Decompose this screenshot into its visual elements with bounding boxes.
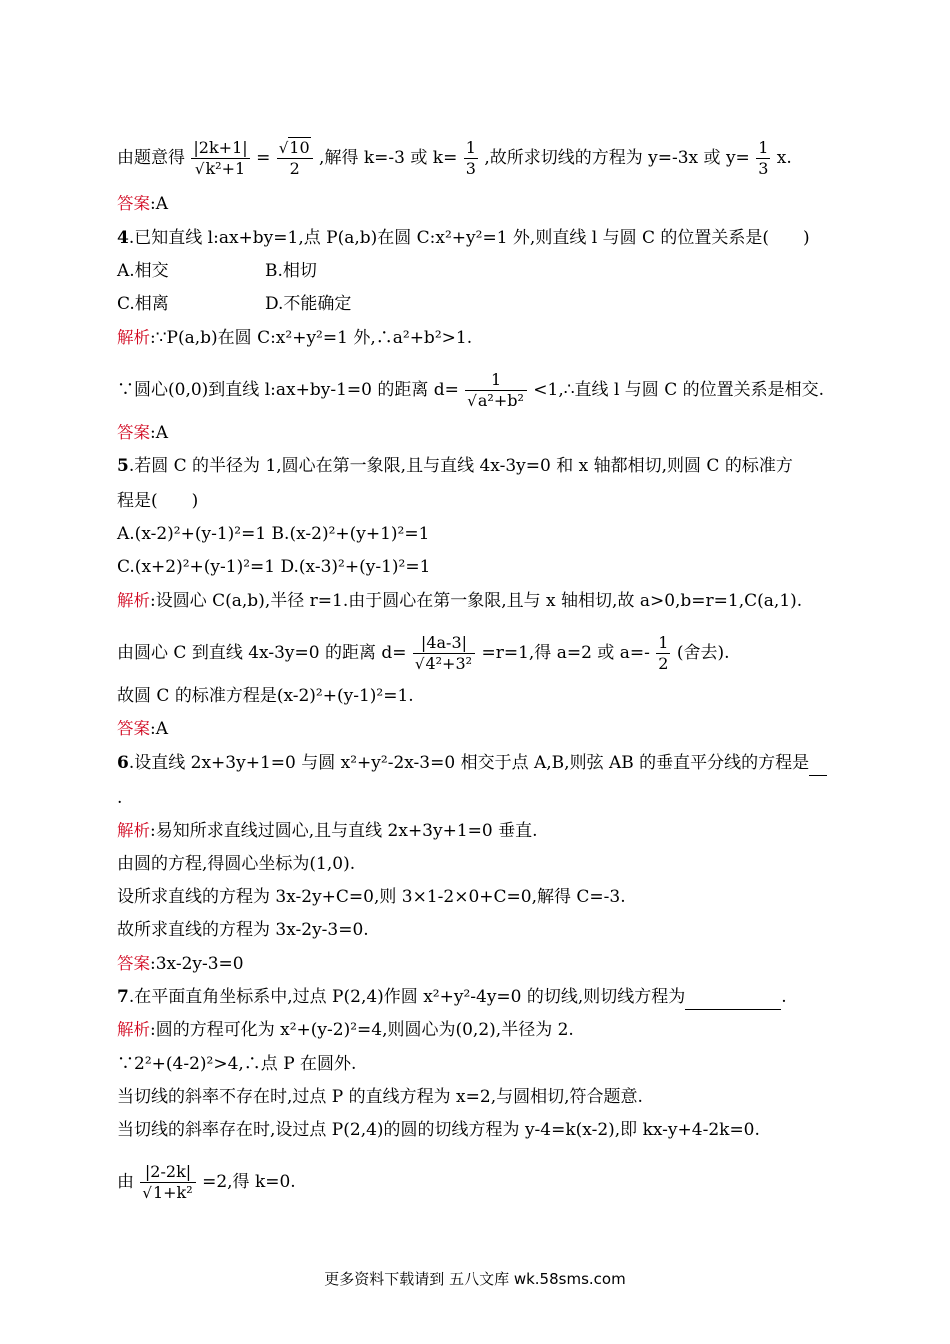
options-row (117, 292, 351, 316)
fraction (464, 138, 478, 179)
text: <1,∴直线 l 与圆 C 的位置关系是相交. (533, 380, 825, 400)
line-28 (117, 1118, 760, 1142)
text: (舍去). (676, 643, 730, 663)
question-5-cont (117, 489, 198, 513)
option-d: D.不能确定 (265, 294, 352, 314)
question-text: .在平面直角坐标系中,过点 P(2,4)作圆 x²+y²-4y=0 的切线,则切线方程为 (128, 987, 686, 1007)
text: 当切线的斜率不存在时,过点 P 的直线方程为 x=2,与圆相切,符合题意. (117, 1087, 643, 1107)
options-ab: A.(x-2)²+(y-1)²=1 B.(x-2)²+(y+1)²=1 (117, 524, 430, 544)
text: 由题意得 (117, 148, 185, 168)
text: ,故所求切线的方程为 y=-3x 或 y= (484, 148, 750, 168)
text: ,解得 k=-3 或 k= (319, 148, 458, 168)
line-20 (117, 852, 355, 876)
line-27 (117, 1085, 643, 1109)
line-29 (117, 1162, 296, 1203)
question-6-cont (117, 786, 122, 810)
text: = (256, 148, 271, 168)
text: 由圆的方程,得圆心坐标为(1,0). (117, 854, 356, 874)
denominator: 3 (758, 159, 769, 178)
numerator: √10 (277, 138, 313, 159)
answer-text: :A (150, 194, 169, 214)
line-14 (117, 633, 730, 674)
question-text: .设直线 2x+3y+1=0 与圆 x²+y²-2x-3=0 相交于点 A,B,则弦 AB 的垂直平分线的方程是 (128, 753, 810, 773)
numerator: 1 (758, 138, 769, 157)
answer-blank (809, 751, 827, 776)
line-01 (117, 138, 792, 179)
radicand: 4²+3² (425, 654, 473, 673)
question-number: 4 (117, 228, 129, 248)
numerator: |2-2k| (140, 1162, 195, 1183)
numerator: |4a-3| (413, 633, 475, 654)
text: x. (776, 148, 792, 168)
question-number: 6 (117, 753, 129, 773)
footer-note: 更多资料下载请到 五八文库 wk.58sms.com (324, 1270, 626, 1288)
question-text: .已知直线 l:ax+by=1,点 P(a,b)在圆 C:x²+y²=1 外,则直线 l 与圆 C 的位置关系是( ) (128, 228, 810, 248)
question-5 (117, 454, 793, 478)
answer-text: :A (150, 423, 169, 443)
answer-blank (685, 985, 781, 1010)
numerator: 1 (465, 370, 527, 391)
denominator: 2 (289, 159, 300, 178)
answer-tag: 答案 (117, 719, 150, 738)
answer-text: :3x-2y-3=0 (150, 954, 244, 974)
radicand: k²+1 (205, 159, 246, 178)
line-15 (117, 684, 414, 708)
text: 当切线的斜率存在时,设过点 P(2,4)的圆的切线方程为 y-4=k(x-2),即 kx-y+4-2k=0. (117, 1120, 760, 1140)
answer-tag: 答案 (117, 423, 150, 442)
answer-text: :A (150, 719, 169, 739)
option-a: A.相交 (117, 261, 169, 281)
text: 由圆心 C 到直线 4x-3y=0 的距离 d= (117, 643, 407, 663)
line-22 (117, 918, 369, 942)
question-number: 5 (117, 456, 129, 476)
line-26 (117, 1052, 356, 1076)
option-c: C.相离 (117, 294, 169, 314)
answer-tag: 答案 (117, 954, 150, 973)
options-row (117, 259, 317, 283)
fraction (413, 633, 475, 674)
question-number: 7 (117, 987, 129, 1007)
option-b: B.相切 (265, 261, 317, 281)
denominator: √k²+1 (194, 159, 246, 178)
question-text: .若圆 C 的半径为 1,圆心在第一象限,且与直线 4x-3y=0 和 x 轴都相切,则圆 C 的标准方 (128, 456, 793, 476)
answer-line (117, 717, 168, 741)
radicand: a²+b² (477, 391, 524, 410)
denominator: √1+k² (142, 1183, 193, 1202)
analysis-line (117, 326, 472, 350)
fraction (277, 138, 313, 179)
denominator: √4²+3² (414, 654, 473, 673)
text: 设所求直线的方程为 3x-2y+C=0,则 3×1-2×0+C=0,解得 C=-3. (117, 887, 626, 907)
text: 故圆 C 的标准方程是(x-2)²+(y-1)²=1. (117, 686, 414, 706)
denominator: 2 (658, 654, 669, 673)
fraction (140, 1162, 195, 1203)
options-cd: C.(x+2)²+(y-1)²=1 D.(x-3)²+(y-1)²=1 (117, 557, 431, 577)
analysis-line (117, 819, 538, 843)
answer-line (117, 192, 168, 216)
analysis-text: :易知所求直线过圆心,且与直线 2x+3y+1=0 垂直. (150, 821, 538, 841)
radicand: 1+k² (152, 1183, 193, 1202)
options-row (117, 555, 430, 579)
analysis-tag: 解析 (117, 821, 150, 840)
text: =2,得 k=0. (202, 1172, 296, 1192)
answer-line (117, 952, 244, 976)
text: . (117, 788, 123, 808)
fraction (465, 370, 527, 411)
options-row (117, 522, 429, 546)
text: 故所求直线的方程为 3x-2y-3=0. (117, 920, 369, 940)
analysis-text: :∵P(a,b)在圆 C:x²+y²=1 外,∴a²+b²>1. (150, 328, 473, 348)
numerator: 1 (465, 138, 476, 157)
text: =r=1,得 a=2 或 a=- (481, 643, 650, 663)
analysis-tag: 解析 (117, 328, 150, 347)
answer-tag: 答案 (117, 194, 150, 213)
fraction (756, 138, 770, 179)
analysis-line (117, 589, 802, 613)
question-6 (117, 751, 827, 776)
denominator: √a²+b² (467, 391, 524, 410)
radicand: 10 (289, 138, 310, 157)
question-4 (117, 226, 810, 250)
fraction (656, 633, 670, 674)
analysis-tag: 解析 (117, 591, 150, 610)
fraction (191, 138, 249, 179)
answer-line (117, 421, 168, 445)
line-21 (117, 885, 626, 909)
text: . (781, 987, 787, 1007)
text: ∵圆心(0,0)到直线 l:ax+by-1=0 的距离 d= (117, 380, 459, 400)
denominator: 3 (465, 159, 476, 178)
question-7 (117, 985, 787, 1010)
text: 由 (117, 1172, 134, 1192)
analysis-tag: 解析 (117, 1020, 150, 1039)
analysis-line (117, 1018, 574, 1042)
text: ∵2²+(4-2)²>4,∴点 P 在圆外. (117, 1054, 357, 1074)
line-07 (117, 370, 824, 411)
question-text: 程是( ) (117, 491, 199, 511)
analysis-text: :圆的方程可化为 x²+(y-2)²=4,则圆心为(0,2),半径为 2. (150, 1020, 574, 1040)
numerator: 1 (658, 633, 669, 652)
numerator: |2k+1| (193, 138, 248, 157)
analysis-text: :设圆心 C(a,b),半径 r=1.由于圆心在第一象限,且与 x 轴相切,故 a>0,b=r=1,C(a,1). (150, 591, 803, 611)
